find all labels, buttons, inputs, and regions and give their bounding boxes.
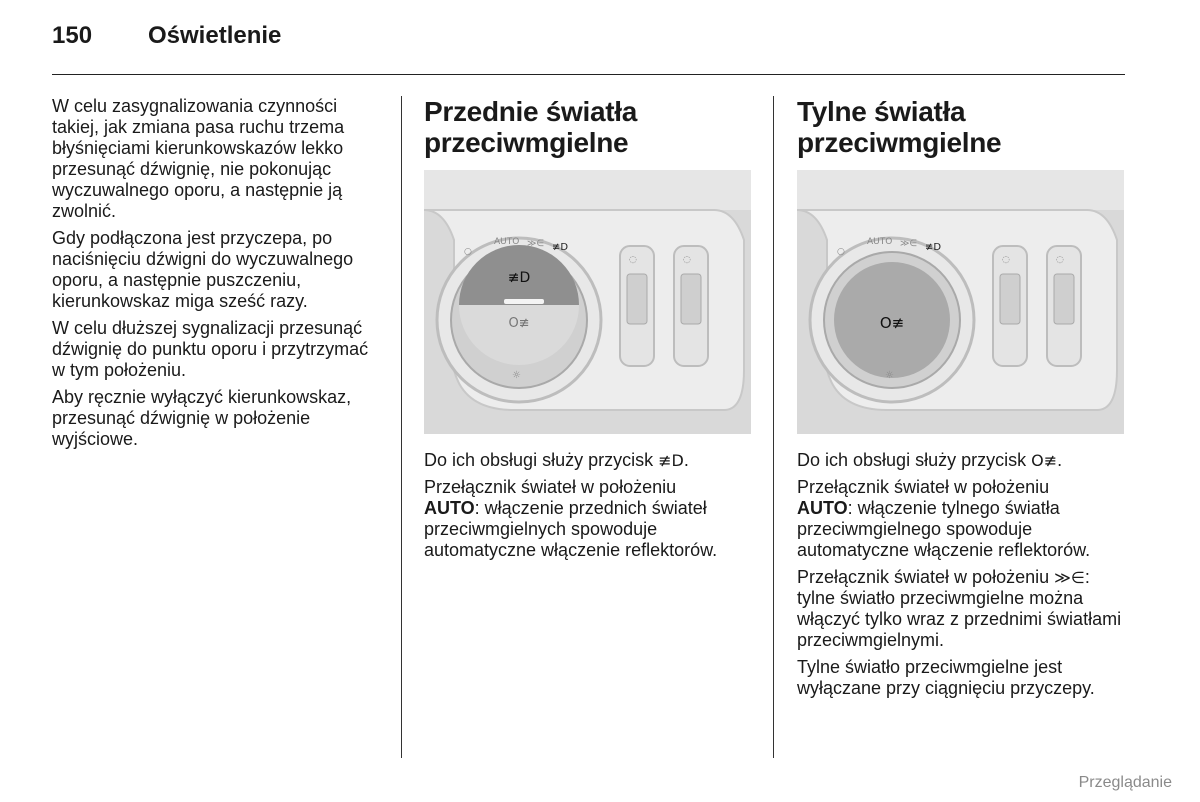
rear-fog-symbol-icon: O≢ <box>1031 451 1058 470</box>
section-heading: Tylne światła przeciwmgielne <box>797 96 1002 158</box>
column-divider <box>401 96 402 758</box>
paragraph: W celu zasygnalizowania czynności takiej, jak zmiana pasa ruchu trzema błyśnięciami kierunkowskazów lekko przesunąć dźwignię, nie pokonując wyczuwalnego oporu, a następnie ją zwolnić. <box>52 96 345 221</box>
header-divider <box>52 74 1125 75</box>
paragraph: Tylne światło przeciwmgielne jest wyłączane przy ciągnięciu przyczepy. <box>797 657 1095 698</box>
svg-text:◌: ◌ <box>1002 255 1010 265</box>
paragraph-text: Przełącznik świateł w położeniu <box>797 567 1055 587</box>
paragraph-text: Do ich obsługi służy przycisk <box>797 450 1032 470</box>
paragraph-text: Przełącznik świateł w położeniu <box>797 477 1050 497</box>
paragraph-text: : włączenie tylnego światła przeciwmgielnego spowoduje automatyczne włączenie reflektorów. <box>797 498 1091 560</box>
paragraph-text: . <box>1057 450 1063 470</box>
svg-text:☼: ☼ <box>512 370 521 381</box>
paragraph-text: : tylne światło przeciwmgielne można włączyć tylko wraz z przednimi światłami przeciwmgielnymi. <box>797 567 1122 650</box>
paragraph-text: Do ich obsługi służy przycisk <box>424 450 659 470</box>
auto-label: AUTO <box>424 498 475 518</box>
svg-text:≫∈: ≫∈ <box>527 239 545 249</box>
svg-text:◌: ◌ <box>1056 255 1064 265</box>
svg-text:○: ○ <box>837 247 845 257</box>
svg-text:☼: ☼ <box>885 370 894 381</box>
paragraph <box>797 450 1127 471</box>
column-divider <box>773 96 774 758</box>
paragraph: W celu dłuższej sygnalizacji przesunąć dźwignię do punktu oporu i przytrzymać w tym położeniu. <box>52 318 369 380</box>
paragraph-text: . <box>683 450 689 470</box>
paragraph-text: Przełącznik świateł w położeniu <box>424 477 677 497</box>
auto-label: AUTO <box>797 498 848 518</box>
paragraph: Aby ręcznie wyłączyć kierunkowskaz, przesunąć dźwignię w położenie wyjściowe. <box>52 387 352 449</box>
paragraph <box>797 477 1127 561</box>
paragraph: Gdy podłączona jest przyczepa, po naciśnięciu dźwigni do wyczuwalnego oporu, a następnie puszczeniu, kierunkowskaz miga sześć razy. <box>52 228 354 311</box>
paragraph <box>797 567 1127 651</box>
svg-text:◌: ◌ <box>629 255 637 265</box>
svg-text:≢D: ≢D <box>552 242 569 253</box>
rear-fog-section <box>797 96 1127 705</box>
front-fog-switch-photo <box>424 170 751 434</box>
paragraph <box>424 477 754 561</box>
switch-auto-label: AUTO <box>494 237 520 247</box>
page-title: Oświetlenie <box>148 22 282 49</box>
page-number: 150 <box>52 22 93 49</box>
svg-text:≢D: ≢D <box>925 242 942 253</box>
section-heading: Przednie światła przeciwmgielne <box>424 96 638 158</box>
left-column <box>52 96 382 456</box>
front-fog-symbol-icon: ≢D <box>658 451 684 470</box>
svg-text:◌: ◌ <box>683 255 691 265</box>
svg-text:≢D: ≢D <box>507 270 531 286</box>
svg-text:○: ○ <box>464 247 472 257</box>
svg-text:O≢: O≢ <box>508 316 530 331</box>
switch-auto-label: AUTO <box>867 237 893 247</box>
paragraph-text: : włączenie przednich świateł przeciwmgielnych spowoduje automatyczne włączenie reflektorów. <box>424 498 718 560</box>
svg-text:≫∈: ≫∈ <box>900 239 918 249</box>
low-beam-symbol-icon: ≫∈ <box>1054 568 1085 587</box>
paragraph <box>424 450 754 471</box>
rear-fog-switch-photo <box>797 170 1124 434</box>
footer-label: Przeglądanie <box>1078 774 1172 791</box>
svg-text:O≢: O≢ <box>879 314 905 332</box>
front-fog-section <box>424 96 754 567</box>
